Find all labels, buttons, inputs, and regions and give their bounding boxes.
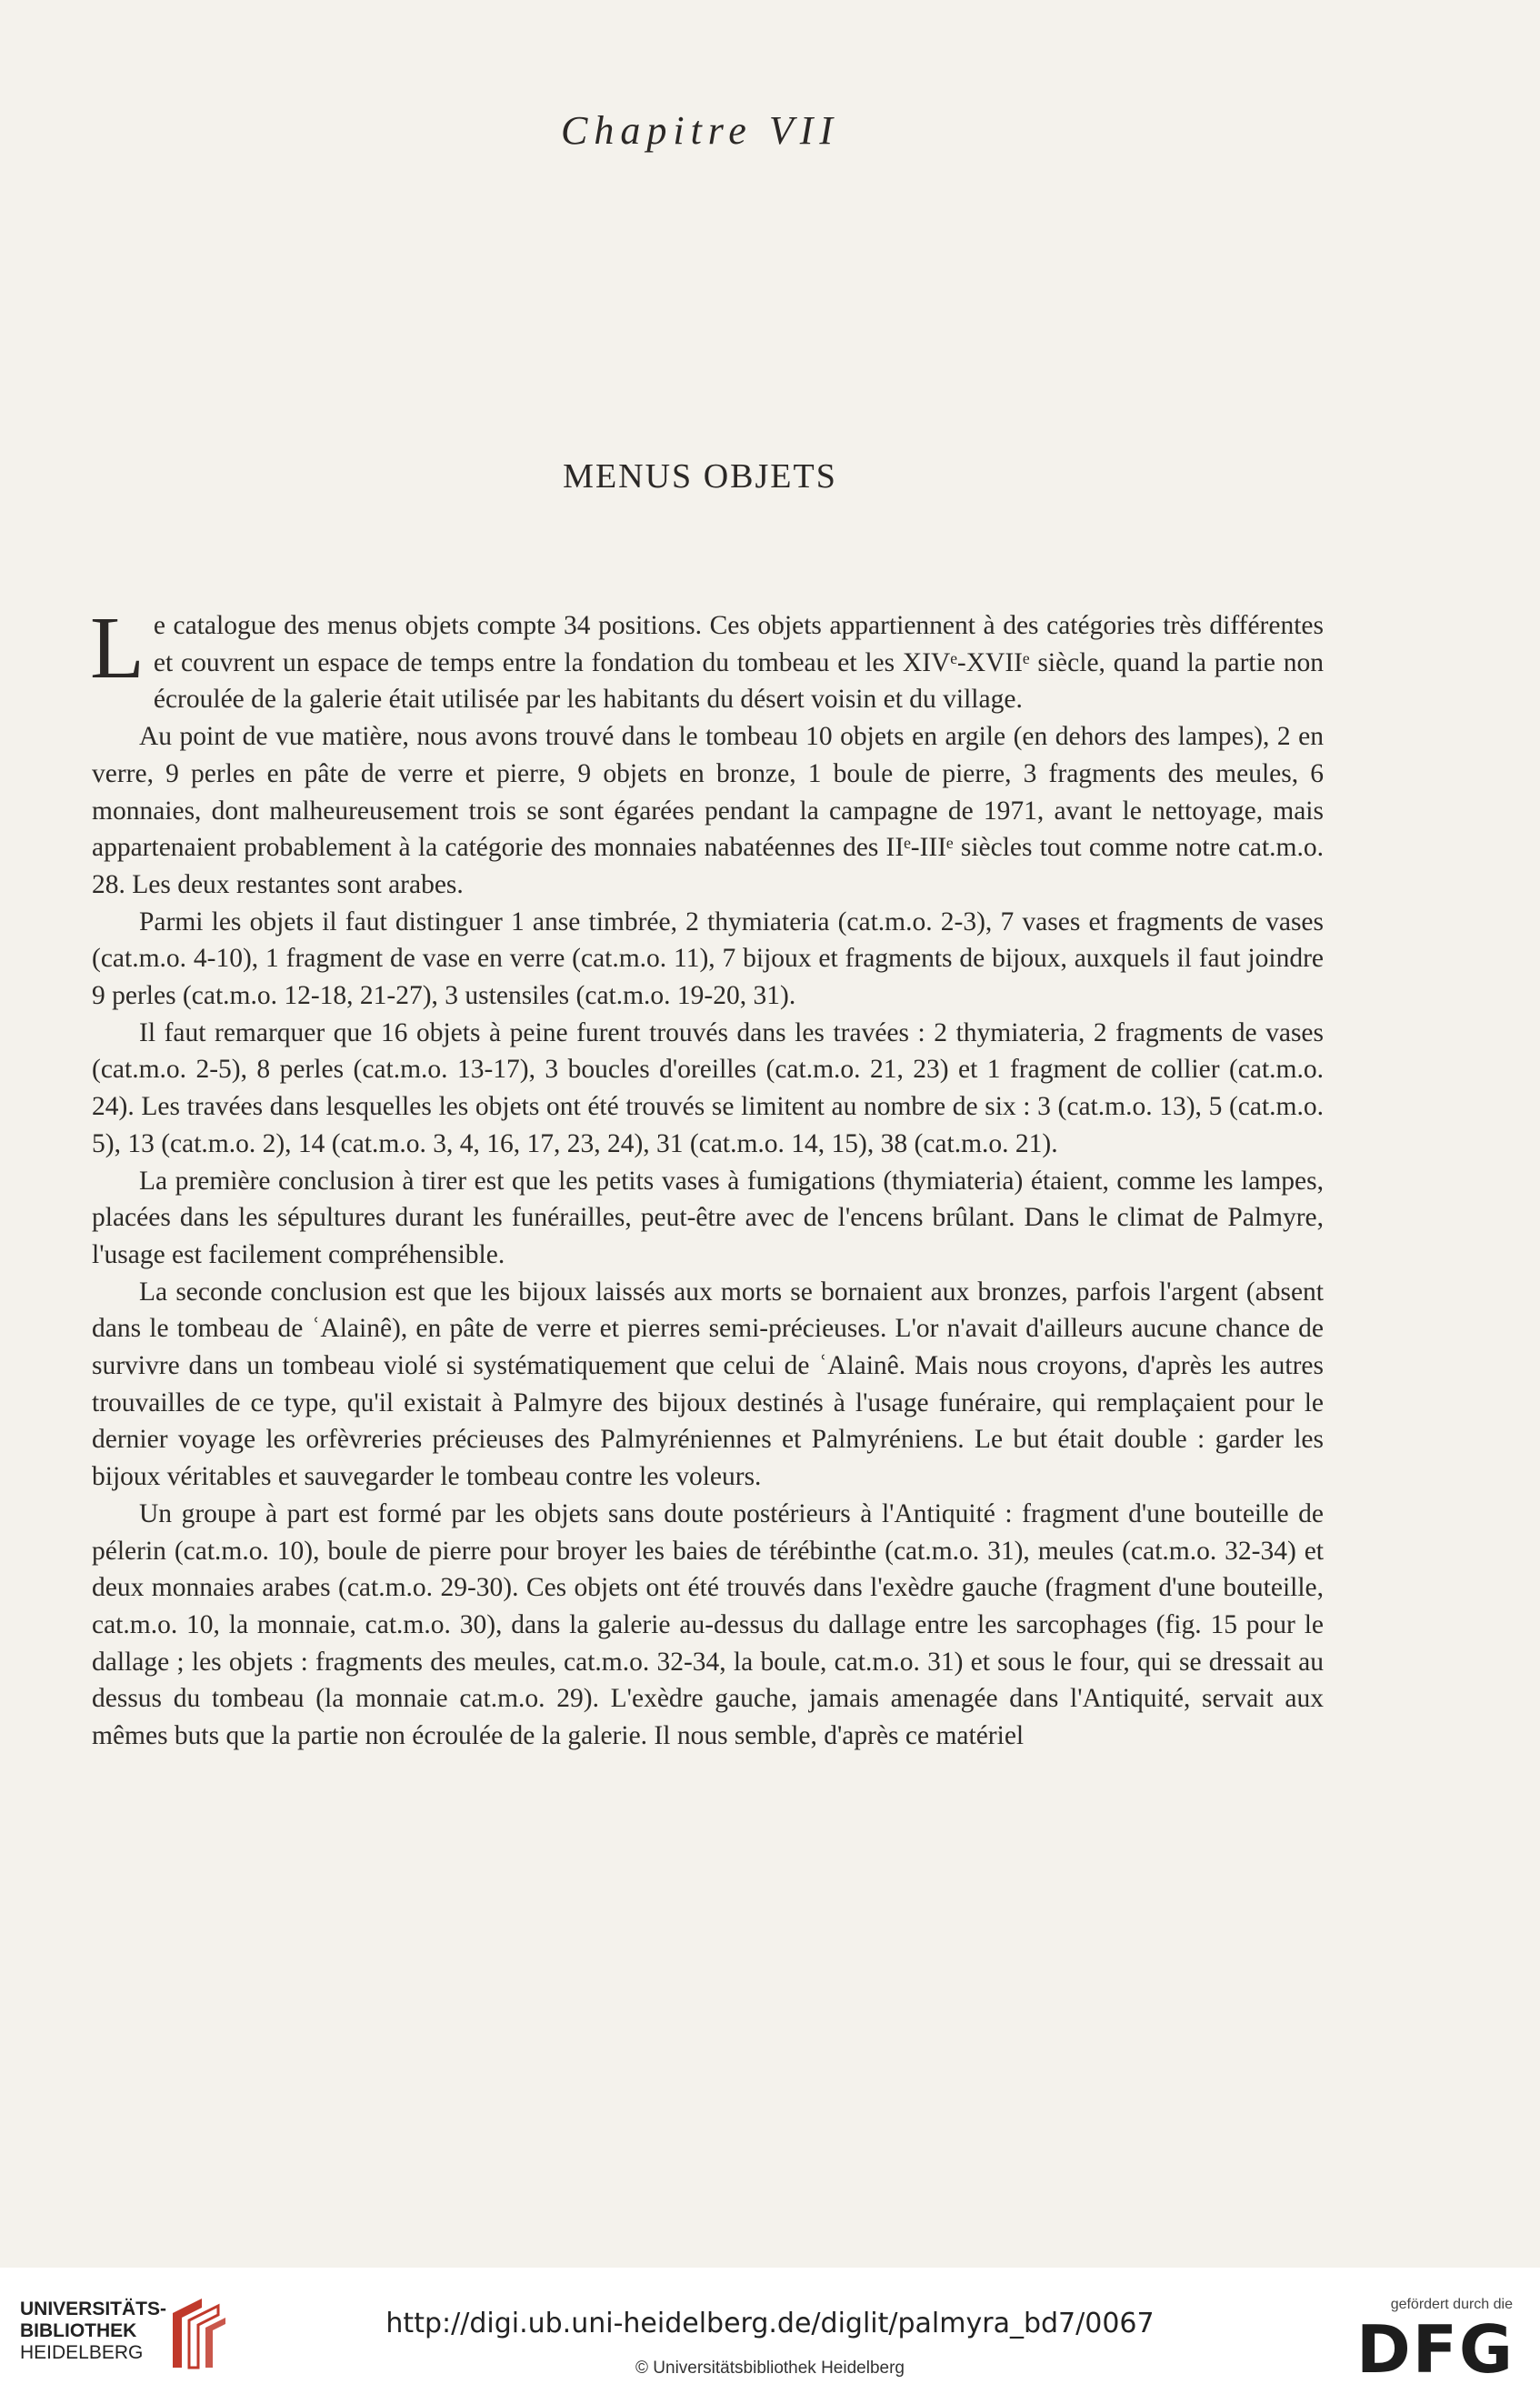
paragraph-6: La seconde conclusion est que les bijoux laissés aux morts se bornaient aux bronzes, parfois l'argent (absent dans le tombeau de ʿAlainê), en pâte de verre et pierres semi-précieuses. L'or n'avait d'ailleurs aucune chance de survivre dans un tombeau violé si systématiquement que celui de ʿAlainê. Mais nous croyons, d'après les autres trouvailles de ce type, qu'il existait à Palmyre des bijoux destinés à l'usage funéraire, qui remplaçaient pour le dernier voyage les orfèvreries précieuses des Palmyréniennes et Palmyréniens. Le but était double : garder les bijoux véritables et sauvegarder le tombeau contre les voleurs. (92, 1277, 1324, 1492)
library-line-3: HEIDELBERG (20, 2342, 144, 2363)
chapter-title: MENUS OBJETS (563, 457, 837, 496)
drop-cap: L (90, 599, 145, 697)
library-line-1: UNIVERSITÄTS- (20, 2299, 167, 2319)
paragraph-4: Il faut remarquer que 16 objets à peine furent trouvés dans les travées : 2 thymiateria, 2 fragments de vases (cat.m.o. 2-5), 8 perles (cat.m.o. 13-17), 3 boucles d'oreilles (cat.m.o. 21, 23) et 1 fragment de collier (cat.m.o. 24). Les travées dans lesquelles les objets ont été trouvés se limitent au nombre de six : 3 (cat.m.o. 13), 5 (cat.m.o. 5), 13 (cat.m.o. 2), 14 (cat.m.o. 3, 4, 16, 17, 23, 24), 31 (cat.m.o. 14, 15), 38 (cat.m.o. 21). (92, 1017, 1324, 1158)
paragraph-7: Un groupe à part est formé par les objets sans doute postérieurs à l'Antiquité : fragment d'une bouteille de pélerin (cat.m.o. 10), boule de pierre pour broyer les baies de térébinthe (cat.m.o. 31), meules (cat.m.o. 32-34) et deux monnaies arabes (cat.m.o. 29-30). Ces objets ont été trouvés dans l'exèdre gauche (fragment d'une bouteille, cat.m.o. 10, la monnaie, cat.m.o. 30), dans la galerie au-dessus du dallage entre les sarcophages (fig. 15 pour le dallage ; les objets : fragments des meules, cat.m.o. 32-34, la boule, cat.m.o. 31) et sous le four, qui se dressait au dessus du tombeau (la monnaie cat.m.o. 29). L'exèdre gauche, jamais amenagée dans l'Antiquité, servait aux mêmes buts que la partie non écroulée de la galerie. Il nous semble, d'après ce matériel (92, 1498, 1324, 1751)
paragraph-2: Au point de vue matière, nous avons trouvé dans le tombeau 10 objets en argile (en dehors des lampes), 2 en verre, 9 perles en pâte de verre et pierre, 9 objets en bronze, 1 boule de pierre, 3 fragments des meules, 6 monnaies, dont malheureusement trois se sont égarées pendant la campagne de 1971, avant le nettoyage, mais appartenaient probablement à la catégorie des monnaies nabatéennes des IIᵉ-IIIᵉ siècles tout comme notre cat.m.o. 28. Les deux restantes sont arabes. (92, 722, 1324, 899)
library-line-2: BIBLIOTHEK (20, 2320, 137, 2341)
funding-note: gefördert durch die (1390, 2297, 1513, 2312)
paragraph-1-text: e catalogue des menus objets compte 34 positions. Ces objets appartiennent à des catégories très différentes et couvrent un espace de temps entre la fondation du tombeau et les XIVᵉ-XVIIᵉ siècle, quand la partie non écroulée de la galerie était utilisée par les habitants du désert voisin et du village. (153, 611, 1324, 715)
dfg-logo[interactable]: DFG (1355, 2311, 1515, 2388)
chapter-heading: Chapitre VII (561, 108, 839, 153)
copyright-notice: © Universitätsbibliothek Heidelberg (635, 2359, 905, 2378)
body-text (90, 599, 1324, 1755)
paragraph-3: Parmi les objets il faut distinguer 1 anse timbrée, 2 thymiateria (cat.m.o. 2-3), 7 vases et fragments de vases (cat.m.o. 4-10), 1 fragment de vase en verre (cat.m.o. 11), 7 bijoux et fragments de bijoux, auxquels il faut joindre 9 perles (cat.m.o. 12-18, 21-27), 3 ustensiles (cat.m.o. 19-20, 31). (92, 907, 1324, 1011)
page-footer (0, 2268, 1540, 2404)
permalink-url[interactable]: http://digi.ub.uni-heidelberg.de/diglit/palmyra_bd7/0067 (385, 2308, 1155, 2339)
paragraph-1 (90, 599, 1324, 718)
paragraph-5: La première conclusion à tirer est que les petits vases à fumigations (thymiateria) étaient, comme les lampes, placées dans les sépultures durant les funérailles, peut-être avec de l'encens brûlant. Dans le climat de Palmyre, l'usage est facilement compréhensible. (92, 1166, 1324, 1269)
